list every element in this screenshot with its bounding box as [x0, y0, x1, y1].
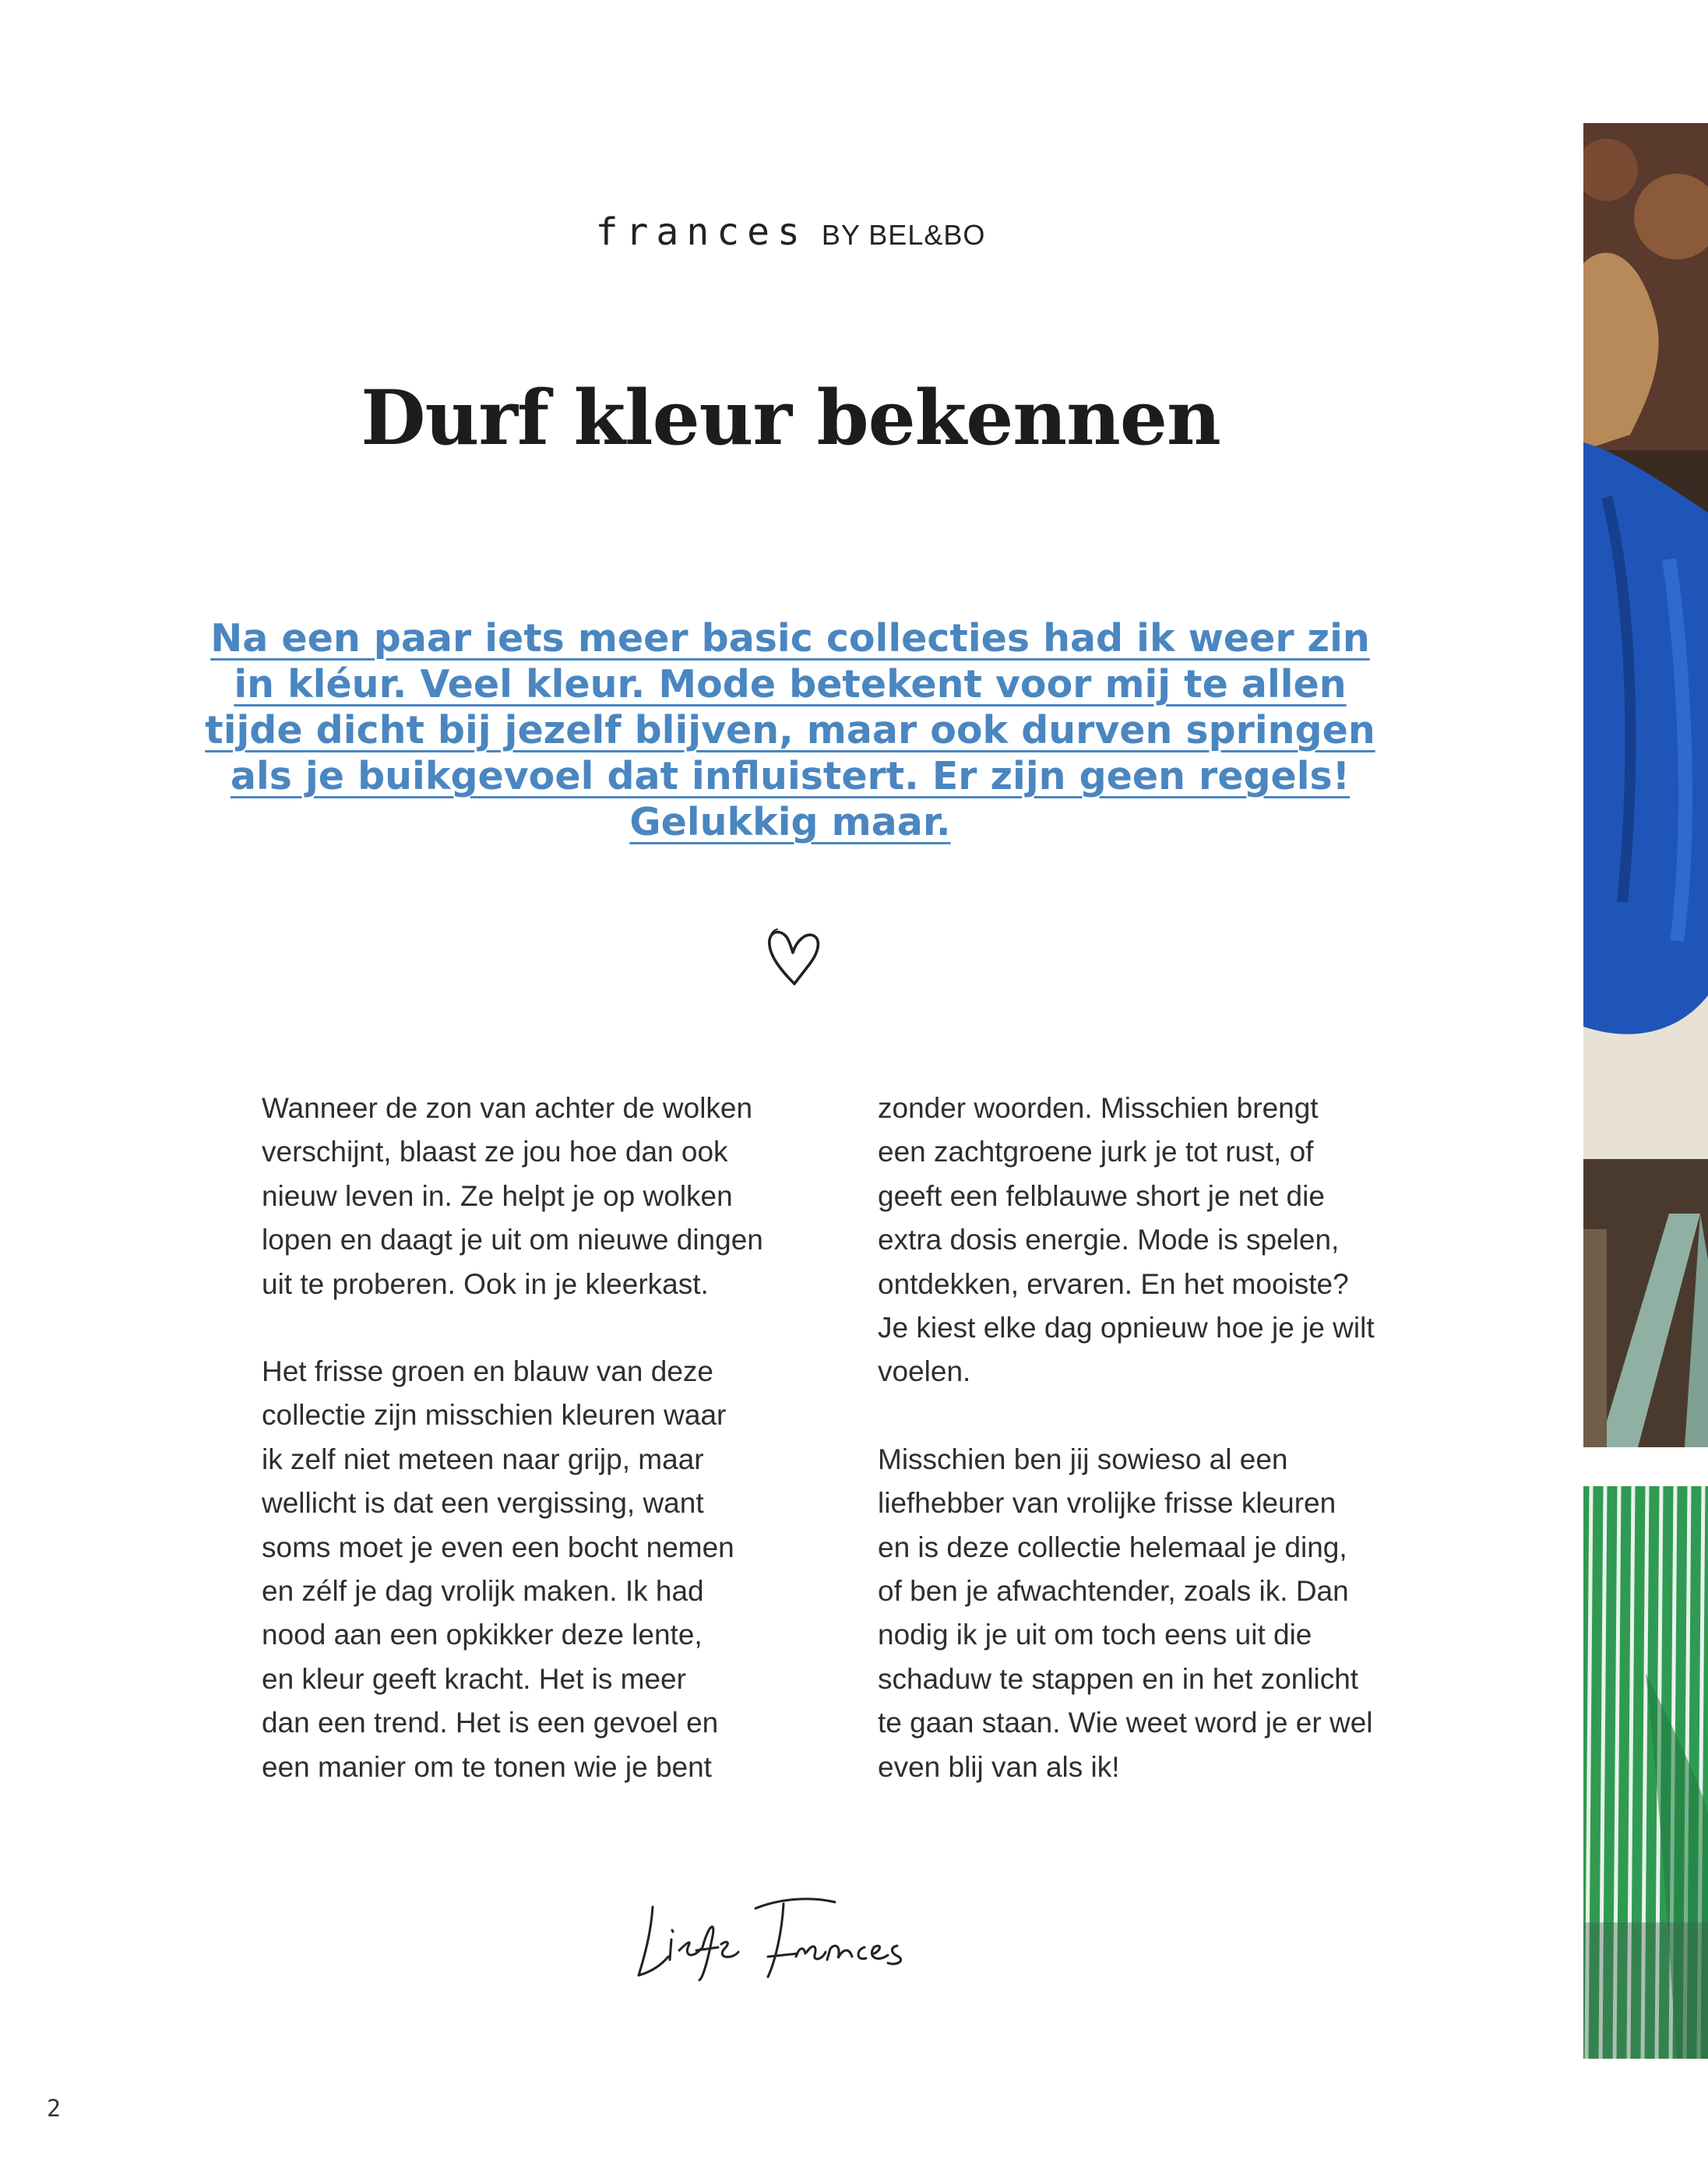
text-line: geeft een felblauwe short je net die	[878, 1179, 1325, 1212]
paragraph	[262, 1350, 807, 1789]
text-line: nood aan een opkikker deze lente,	[262, 1619, 703, 1651]
brand-name: frances	[595, 210, 808, 254]
text-line: wellicht is dat een vergissing, want	[262, 1487, 704, 1520]
text-line: nodig ik je uit om toch eens uit die	[878, 1619, 1312, 1651]
brand-logo	[0, 210, 1581, 254]
brand-by-label: BY BEL&BO	[821, 219, 986, 251]
text-line: of ben je afwachtender, zoals ik. Dan	[878, 1575, 1349, 1608]
text-line: extra dosis energie. Mode is spelen,	[878, 1224, 1340, 1256]
text-line: nieuw leven in. Ze helpt je op wolken	[262, 1179, 733, 1212]
text-line: soms moet je even een bocht nemen	[262, 1531, 734, 1563]
text-line: ik zelf niet meteen naar grijp, maar	[262, 1443, 704, 1475]
text-line: en is deze collectie helemaal je ding,	[878, 1531, 1347, 1563]
intro-quote: Na een paar iets meer basic collecties had ik weer zin in kléur. Veel kleur. Mode betekent voor mij te allen tijde dicht bij jezelf blijven, maar ook durven springen als je buikgevoel dat influistert. Er zijn geen regels! Gelukkig maar.	[205, 616, 1375, 844]
paragraph	[878, 1438, 1423, 1789]
signature	[631, 1885, 927, 1986]
text-line: te gaan staan. Wie weet word je er wel	[878, 1707, 1373, 1739]
text-line: Misschien ben jij sowieso al een	[878, 1443, 1288, 1475]
paragraph	[878, 1087, 1423, 1394]
heart-icon	[763, 923, 822, 990]
fashion-photo-blue	[1583, 123, 1708, 1447]
fashion-photo-green	[1583, 1486, 1708, 2059]
text-line: een zachtgroene jurk je tot rust, of	[878, 1136, 1314, 1168]
text-line: een manier om te tonen wie je bent	[262, 1750, 712, 1783]
text-line: en kleur geeft kracht. Het is meer	[262, 1662, 686, 1695]
text-line: ontdekken, ervaren. En het mooiste?	[878, 1267, 1349, 1300]
page-number: 2	[47, 2095, 62, 2123]
text-line: Je kiest elke dag opnieuw hoe je je wilt	[878, 1312, 1375, 1344]
text-line: even blij van als ik!	[878, 1750, 1120, 1783]
text-line: zonder woorden. Misschien brengt	[878, 1092, 1319, 1124]
text-line: en zélf je dag vrolijk maken. Ik had	[262, 1575, 704, 1608]
text-line: lopen en daagt je uit om nieuwe dingen	[262, 1224, 763, 1256]
text-line: schaduw te stappen en in het zonlicht	[878, 1662, 1359, 1695]
text-line: Wanneer de zon van achter de wolken	[262, 1092, 753, 1124]
paragraph	[262, 1087, 807, 1306]
text-line: voelen.	[878, 1355, 971, 1388]
page-title: Durf kleur bekennen	[361, 374, 1220, 462]
text-line: dan een trend. Het is een gevoel en	[262, 1707, 719, 1739]
text-line: verschijnt, blaast ze jou hoe dan ook	[262, 1136, 728, 1168]
text-line: uit te proberen. Ook in je kleerkast.	[262, 1267, 709, 1300]
text-line: collectie zijn misschien kleuren waar	[262, 1399, 727, 1432]
body-column-right	[878, 1087, 1423, 1833]
body-column-left	[262, 1087, 807, 1833]
text-line: liefhebber van vrolijke frisse kleuren	[878, 1487, 1336, 1520]
text-line: Het frisse groen en blauw van deze	[262, 1355, 714, 1388]
